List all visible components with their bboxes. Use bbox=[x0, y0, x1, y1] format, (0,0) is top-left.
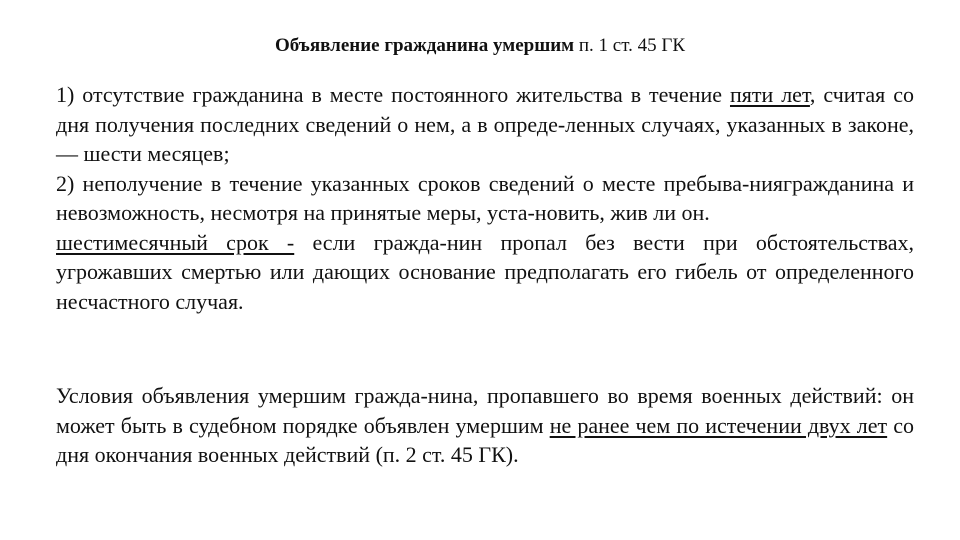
five-years-underlined: пяти лет bbox=[729, 82, 810, 107]
six-month-text: если гражда-нин пропал без вести при обстоятельствах, угрожавших смертью или дающих основание предполагать его гибель от определенного несчастного случая. bbox=[56, 229, 914, 314]
condition-1-text-start: 1) отсутствие гражданина в месте постоянного жительства в течение bbox=[56, 82, 730, 107]
military-text-end: со дня окончания военных действий (п. 2 ст. 45 ГК). bbox=[56, 412, 915, 467]
title-law-reference: п. 1 ст. 45 ГК bbox=[574, 35, 686, 56]
six-month-paragraph bbox=[56, 228, 914, 317]
military-text-start: Условия объявления умершим гражда-нина, пропавшего во время военных действий: он может быть в судебном порядке объявлен умершим bbox=[56, 383, 914, 438]
condition-1-text-end: , считая со дня получения последних сведений о нем, а в опреде-ленных случаях, указанных в законе, — шести месяцев; bbox=[56, 82, 915, 166]
condition-2-paragraph: 2) неполучение в течение указанных сроков сведений о месте пребыва-ниягражданина и невозможность, несмотря на принятые меры, уста-новить, жив ли он. bbox=[56, 170, 914, 225]
condition-1-paragraph bbox=[56, 80, 914, 169]
military-paragraph bbox=[56, 381, 914, 470]
conditions-block bbox=[56, 80, 914, 316]
six-month-term-underlined: шестимесячный срок - bbox=[56, 229, 295, 255]
two-years-underlined: не ранее чем по истечении двух лет bbox=[549, 412, 888, 438]
title-bold-text: Объявление гражданина умершим bbox=[274, 35, 575, 56]
military-conditions-block bbox=[56, 381, 914, 470]
slide-title bbox=[0, 32, 960, 60]
